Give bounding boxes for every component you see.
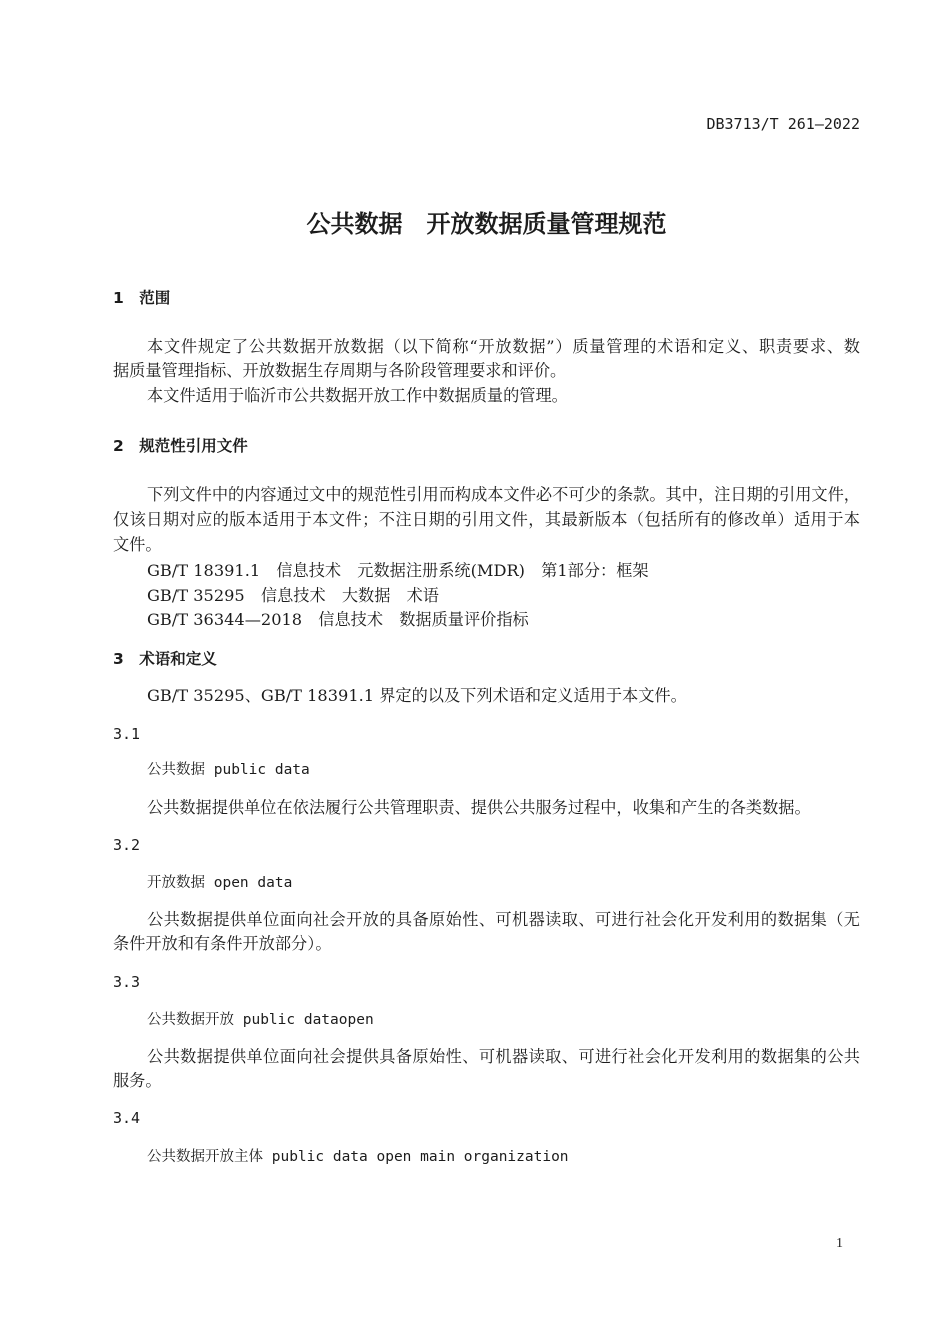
- term-definition-line: 条件开放和有条件开放部分）。: [113, 934, 332, 953]
- scope-paragraph-2: 本文件适用于临沂市公共数据开放工作中数据质量的管理。: [147, 386, 568, 405]
- term-name: 公共数据开放 public dataopen: [147, 1012, 374, 1028]
- page-number: 1: [836, 1236, 843, 1251]
- scope-paragraph-1-line-2: 据质量管理指标、开放数据生存周期与各阶段管理要求和评价。: [113, 361, 567, 380]
- references-intro-line-3: 文件。: [113, 535, 162, 554]
- references-intro-line-2: 仅该日期对应的版本适用于本文件；不注日期的引用文件，其最新版本（包括所有的修改单）适用于本: [113, 510, 860, 529]
- term-definition-line: 公共数据提供单位在依法履行公共管理职责、提供公共服务过程中，收集和产生的各类数据。: [147, 798, 811, 817]
- reference-item: GB/T 35295 信息技术 大数据 术语: [147, 586, 439, 605]
- reference-item: GB/T 18391.1 信息技术 元数据注册系统(MDR) 第1部分：框架: [147, 561, 649, 580]
- document-title: 公共数据 开放数据质量管理规范: [306, 210, 667, 238]
- term-definition-line: 服务。: [113, 1071, 162, 1090]
- section-heading-normative-references: 2 规范性引用文件: [113, 437, 248, 455]
- term-name: 公共数据 public data: [147, 762, 310, 778]
- term-definition-line: 公共数据提供单位面向社会提供具备原始性、可机器读取、可进行社会化开发利用的数据集的公共: [147, 1047, 860, 1066]
- term-name: 开放数据 open data: [147, 875, 293, 891]
- term-number: 3.2: [113, 836, 141, 854]
- reference-item: GB/T 36344—2018 信息技术 数据质量评价指标: [147, 610, 529, 629]
- section-heading-scope: 1 范围: [113, 289, 171, 307]
- term-number: 3.3: [113, 973, 141, 991]
- term-number: 3.4: [113, 1109, 141, 1127]
- term-name: 公共数据开放主体 public data open main organization: [147, 1149, 569, 1165]
- scope-paragraph-1-line-1: 本文件规定了公共数据开放数据（以下简称“开放数据”）质量管理的术语和定义、职责要求、数: [147, 337, 860, 356]
- references-intro-line-1: 下列文件中的内容通过文中的规范性引用而构成本文件必不可少的条款。其中，注日期的引用文件，: [147, 485, 860, 504]
- standard-code: DB3713/T 261—2022: [706, 115, 860, 133]
- terms-intro: GB/T 35295、GB/T 18391.1 界定的以及下列术语和定义适用于本文件。: [147, 686, 687, 705]
- term-definition-line: 公共数据提供单位面向社会开放的具备原始性、可机器读取、可进行社会化开发利用的数据集（无: [147, 910, 860, 929]
- term-number: 3.1: [113, 725, 141, 743]
- section-heading-terms: 3 术语和定义: [113, 650, 217, 668]
